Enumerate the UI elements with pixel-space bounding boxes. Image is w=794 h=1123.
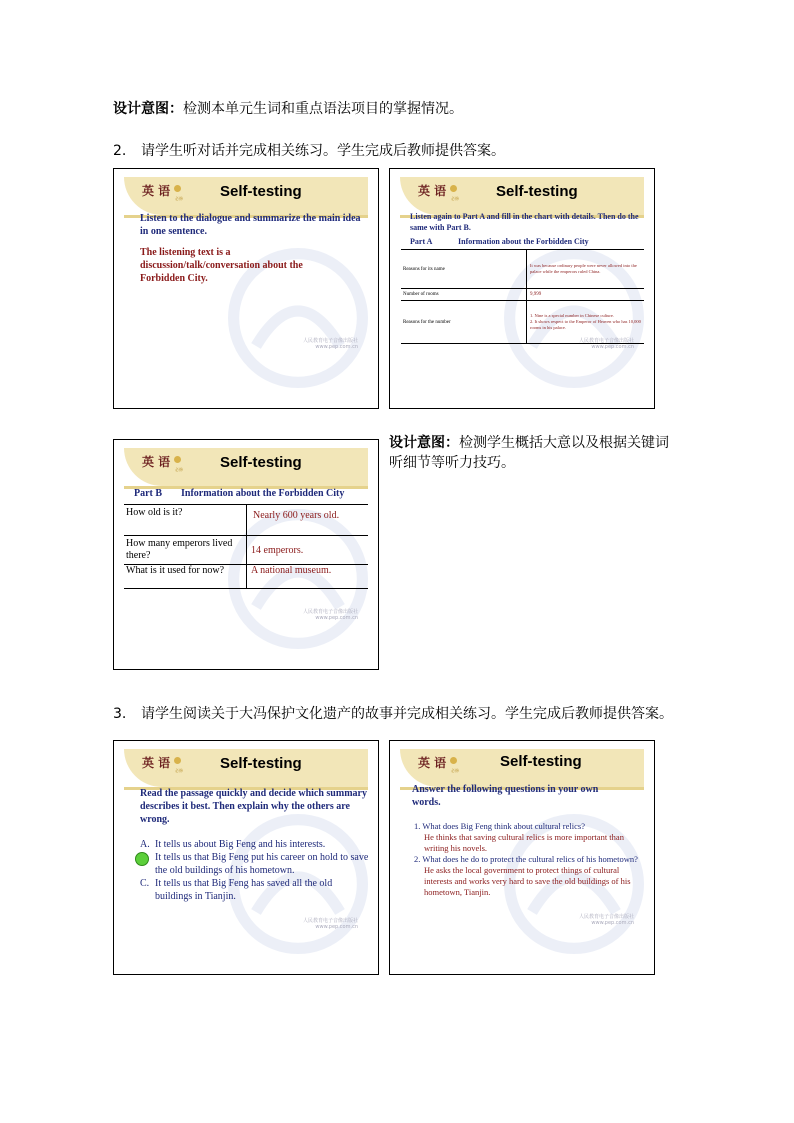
row-value: It was because ordinary people were never allowed into the palace while the emperors ruled China.: [530, 263, 637, 274]
slide-self-testing-5: [389, 740, 655, 975]
answer-cell: A national museum.: [251, 565, 332, 576]
question: 1. What does Big Feng think about cultural relics?: [414, 821, 585, 831]
question-cell: How old is it?: [124, 505, 247, 536]
row-label: Number of rooms: [401, 289, 527, 301]
publisher-url: www.pep.com.cn: [315, 344, 358, 350]
answer: He thinks that saving cultural relics is more important than writing his novels.: [424, 832, 624, 853]
subject-label: 英 语: [418, 184, 447, 198]
slide-title: Self-testing: [220, 755, 302, 772]
subject-label: 英 语: [418, 756, 447, 770]
publisher-name: 人民教育电子音像出版社: [578, 914, 634, 920]
slide-self-testing-4: [113, 740, 379, 975]
question: 2. What does he do to protect the cultural relics of his hometown?: [414, 854, 638, 864]
row-value-item: 1. Nine is a special number in Chinese culture.: [530, 313, 614, 318]
item-2: [113, 140, 505, 160]
smiley-icon: [135, 852, 149, 866]
option-text: It tells us about Big Feng and his interests.: [155, 839, 326, 850]
bixiu-label: 必修: [175, 196, 183, 201]
publisher-url: www.pep.com.cn: [315, 924, 358, 930]
options-list: [140, 838, 370, 903]
part-title: Information about the Forbidden City: [181, 488, 345, 499]
table-row: [124, 565, 368, 589]
option-letter: C.: [140, 878, 150, 889]
slide-self-testing-2: [389, 168, 655, 409]
question-cell: How many emperors lived there?: [124, 536, 247, 565]
slide-instruction: Listen again to Part A and fill in the chart with details. Then do the same with Part B.: [410, 212, 639, 232]
answer-cell: 14 emperors.: [251, 544, 304, 556]
slide-answer: The listening text is a discussion/talk/conversation about the Forbidden City.: [140, 247, 303, 284]
slide-instruction: Answer the following questions in your own words.: [412, 784, 599, 808]
publisher-url: www.pep.com.cn: [591, 920, 634, 926]
part-a-table: [401, 249, 644, 344]
design-intent-2-cont: [389, 452, 515, 472]
slide-self-testing-1: [113, 168, 379, 409]
bixiu-label: 必修: [451, 768, 459, 773]
slide-instruction: Listen to the dialogue and summarize the main idea in one sentence.: [140, 213, 361, 237]
option-c: [140, 877, 370, 903]
design-intent-text: 检测本单元生词和重点语法项目的掌握情况。: [183, 101, 463, 117]
slide-title: Self-testing: [220, 454, 302, 471]
bixiu-label: 必修: [175, 467, 183, 472]
book-badge-icon: [174, 757, 181, 764]
slide-self-testing-3: [113, 439, 379, 670]
table-row: [401, 250, 644, 289]
item-number: 2.: [113, 143, 127, 159]
book-badge-icon: [450, 185, 457, 192]
design-intent-text: 听细节等听力技巧。: [389, 455, 515, 471]
table-row: [124, 536, 368, 565]
row-label: Reasons for the number: [401, 301, 527, 344]
slide-instruction: Read the passage quickly and decide which summary describes it best. Then explain why the others are wrong.: [140, 788, 367, 825]
row-label: Reasons for its name: [401, 250, 527, 289]
item-text: 请学生阅读关于大冯保护文化遗产的故事并完成相关练习。学生完成后教师提供答案。: [141, 706, 673, 722]
table-row: [124, 505, 368, 536]
item-number: 3.: [113, 706, 127, 722]
subject-label: 英 语: [142, 184, 171, 198]
option-b: [140, 851, 370, 877]
option-a: [140, 838, 370, 851]
answer-cell: Nearly 600 years old.: [253, 510, 340, 521]
slide-title: Self-testing: [220, 183, 302, 200]
item-text: 请学生听对话并完成相关练习。学生完成后教师提供答案。: [141, 143, 505, 159]
item-3: [113, 703, 673, 723]
book-badge-icon: [450, 757, 457, 764]
publisher-url: www.pep.com.cn: [315, 615, 358, 621]
part-label: Part A: [410, 237, 433, 246]
design-intent-text: 检测学生概括大意以及根据关键词: [459, 435, 669, 451]
book-badge-icon: [174, 456, 181, 463]
slide-title: Self-testing: [500, 753, 582, 770]
bixiu-label: 必修: [175, 768, 183, 773]
publisher-url: www.pep.com.cn: [591, 344, 634, 350]
subject-label: 英 语: [142, 756, 171, 770]
publisher-name: 人民教育电子音像出版社: [578, 338, 634, 344]
publisher-name: 人民教育电子音像出版社: [302, 338, 358, 344]
book-badge-icon: [174, 185, 181, 192]
option-letter: A.: [140, 839, 150, 850]
row-value-item: 2. It shows respect to the Emperor of Heaven who has 10,000 rooms in his palace.: [530, 319, 641, 330]
qa-list: [414, 821, 644, 898]
design-intent-label: 设计意图：: [113, 101, 183, 117]
table-row: [401, 289, 644, 301]
row-value: 9,999: [530, 292, 542, 297]
part-heading: [410, 237, 589, 246]
part-label: Part B: [134, 488, 163, 499]
design-intent-label: 设计意图：: [389, 435, 459, 451]
answer: He asks the local government to protect things of cultural interests and works very hard to save the old buildings of his hometown, Tianjin.: [424, 865, 631, 897]
bixiu-label: 必修: [451, 196, 459, 201]
part-title: Information about the Forbidden City: [458, 237, 589, 246]
part-b-table: [124, 504, 368, 589]
publisher-name: 人民教育电子音像出版社: [302, 609, 358, 615]
subject-label: 英 语: [142, 455, 171, 469]
question-cell: What is it used for now?: [124, 565, 247, 589]
slide-title: Self-testing: [496, 183, 578, 200]
design-intent-1: [113, 98, 463, 118]
option-text: It tells us that Big Feng has saved all the old buildings in Tianjin.: [155, 878, 333, 902]
publisher-name: 人民教育电子音像出版社: [302, 918, 358, 924]
option-text: It tells us that Big Feng put his career on hold to save the old buildings of his hometown.: [155, 852, 369, 876]
part-heading: [134, 488, 344, 499]
design-intent-2: [389, 432, 669, 452]
